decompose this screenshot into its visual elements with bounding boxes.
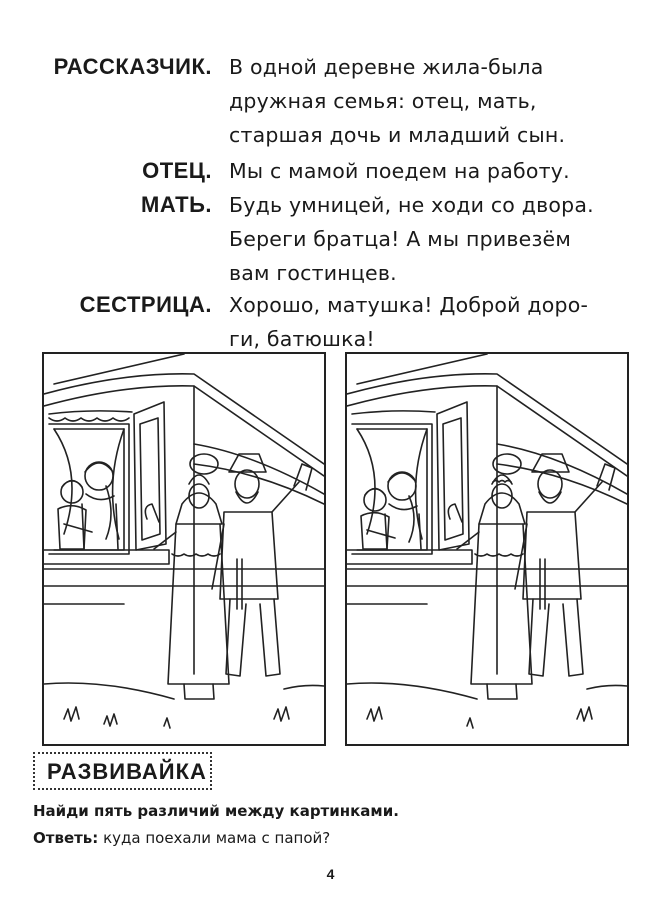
role-label: РАССКАЗЧИК. — [53, 54, 212, 79]
role-label: МАТЬ. — [141, 192, 212, 217]
speech-text: В одной деревне жила-была — [229, 55, 544, 79]
dialogue-line — [0, 50, 661, 84]
speech-text: Береги братца! А мы привезём — [229, 227, 572, 251]
exercise-badge-label: РАЗВИВАЙКА — [47, 759, 207, 784]
dialogue-line — [0, 154, 661, 188]
role-label: ОТЕЦ. — [142, 158, 212, 183]
dialogue-line — [0, 84, 661, 118]
illustration-right[interactable] — [345, 352, 629, 746]
exercise-badge — [33, 752, 212, 790]
answer-label: Ответь: — [33, 829, 99, 847]
dialogue-line — [0, 256, 661, 290]
speech-text: Будь умницей, не ходи со двора. — [229, 193, 594, 217]
speech-text: старшая дочь и младший сын. — [229, 123, 566, 147]
speech-text: дружная семья: отец, мать, — [229, 89, 537, 113]
speech-text: ги, батюшка! — [229, 327, 375, 351]
speech-text: Хорошо, матушка! Доброй доро- — [229, 293, 589, 317]
page-number: 4 — [326, 866, 335, 882]
speech-text: вам гостинцев. — [229, 261, 397, 285]
dialogue-line — [0, 288, 661, 322]
exercise-question — [33, 826, 330, 850]
answer-text: куда поехали мама с папой? — [103, 829, 331, 847]
dialogue-line — [0, 188, 661, 222]
role-label: СЕСТРИЦА. — [79, 292, 212, 317]
dialogue-line — [0, 118, 661, 152]
illustration-left[interactable] — [42, 352, 326, 746]
dialogue-line — [0, 222, 661, 256]
speech-text: Мы с мамой поедем на работу. — [229, 159, 570, 183]
dialogue-line — [0, 322, 661, 356]
exercise-task: Найди пять различий между картинками. — [33, 802, 399, 820]
